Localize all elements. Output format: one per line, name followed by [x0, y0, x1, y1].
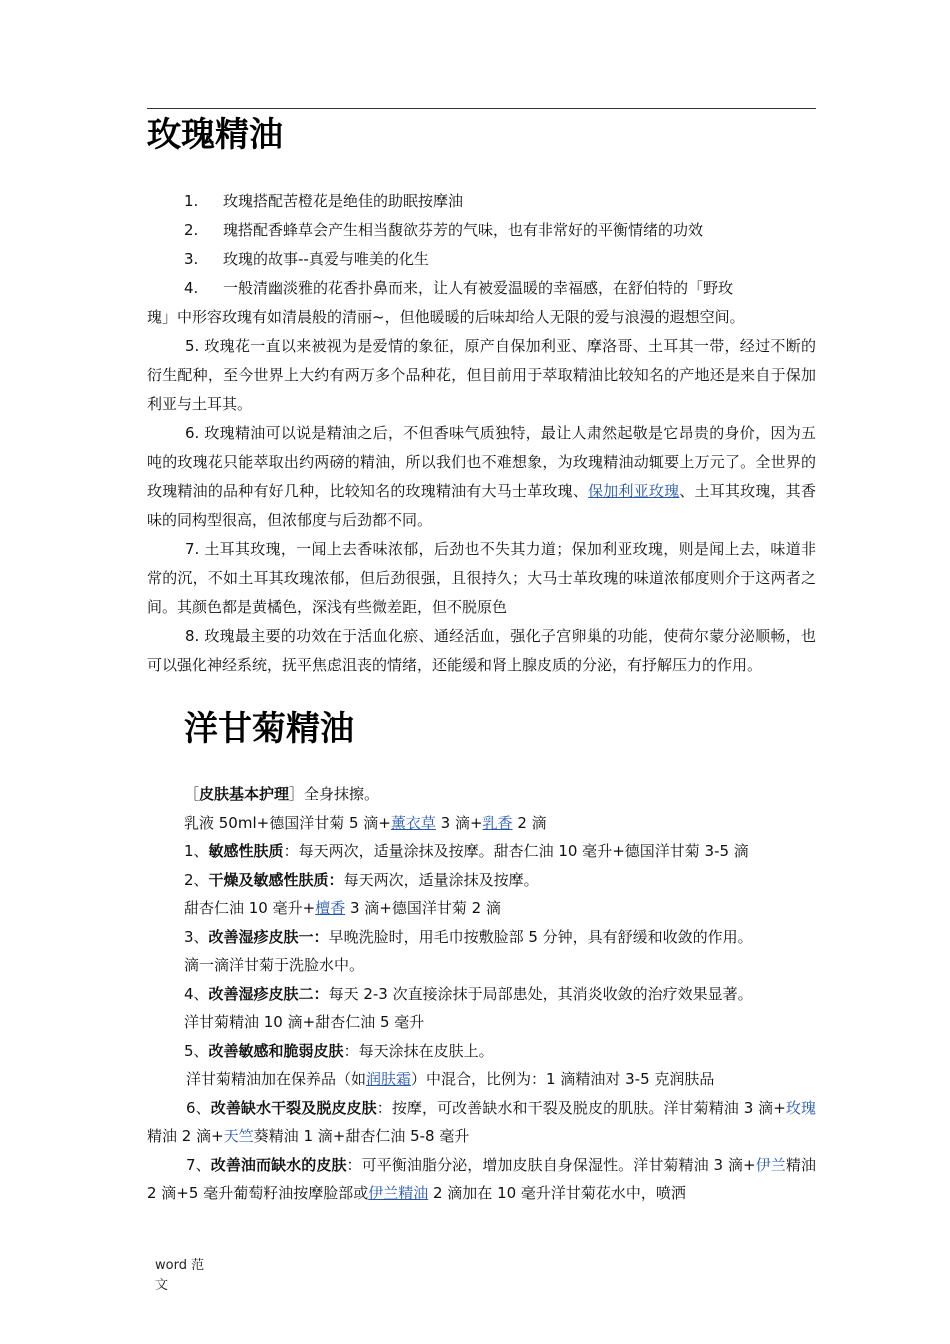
- line-text: ：可平衡油脂分泌，增加皮肤自身保湿性。洋甘菊精油 3 滴+: [346, 1155, 756, 1174]
- frankincense-link[interactable]: 乳香: [482, 813, 513, 832]
- list-number: 1.: [184, 192, 199, 210]
- list-number: 3.: [184, 250, 199, 268]
- paragraph-7: 7. 土耳其玫瑰，一闻上去香味浓郁，后劲也不失其力道；保加利亚玫瑰，则是闻上去，味道非常的沉，不如土耳其玫瑰浓郁，但后劲很强，且很持久；大马士革玫瑰的味道浓郁度则介于这两者之间。其颜色都是黄橘色，深浅有些微差距，但不脱原色: [147, 539, 816, 616]
- list-number: 4.: [184, 279, 199, 297]
- paragraph-8: 8. 玫瑰最主要的功效在于活血化瘀、通经活血，强化子宫卵巢的功能，使荷尔蒙分泌顺畅，也可以强化神经系统，抚平焦虑沮丧的情绪，还能缓和肾上腺皮质的分泌，有抒解压力的作用。: [147, 626, 816, 674]
- rose-oil-section: [147, 187, 816, 680]
- recipe-line: 滴一滴洋甘菊于洗脸水中。: [184, 956, 365, 974]
- chamomile-oil-section: [147, 780, 816, 1208]
- list-item: [147, 245, 816, 274]
- lavender-link[interactable]: 薰衣草: [390, 813, 436, 832]
- ylang-link[interactable]: 伊兰: [755, 1155, 786, 1174]
- recipe-line: 洋甘菊精油 10 滴+甜杏仁油 5 毫升: [184, 1013, 425, 1031]
- line-text: 2 滴加在 10 毫升洋甘菊花水中，喷洒: [428, 1184, 686, 1202]
- item-number: 3、: [184, 927, 209, 946]
- item-fragile-skin: [147, 1037, 816, 1066]
- item-eczema-one: [147, 923, 816, 952]
- heading-chamomile-oil: 洋甘菊精油: [184, 709, 354, 749]
- line-text: 2 滴: [512, 813, 547, 832]
- footer-line: word 范: [155, 1258, 205, 1273]
- line-text: 每天两次，适量涂抹及按摩。: [343, 870, 539, 889]
- header-rule: [147, 108, 816, 109]
- bold-label: 敏感性肤质: [208, 842, 284, 860]
- ylang-oil-link[interactable]: 伊兰精油: [368, 1184, 429, 1202]
- recipe-line: [147, 1065, 816, 1094]
- recipe-line: [147, 894, 816, 923]
- line-text: 葵精油 1 滴+甜杏仁油 5-8 毫升: [253, 1127, 470, 1145]
- bold-label: 皮肤基本护理: [199, 785, 290, 803]
- line-text: ］全身抹擦。: [289, 785, 380, 803]
- item-dry-sensitive-skin: [147, 866, 816, 895]
- item-number: 4、: [184, 984, 209, 1003]
- bold-label: 改善湿疹皮肤二：: [208, 984, 329, 1003]
- item-number: 1、: [184, 842, 209, 860]
- bold-label: 改善缺水干裂及脱皮皮肤: [210, 1098, 377, 1117]
- item-number: 7、: [186, 1155, 211, 1174]
- bold-label: 改善湿疹皮肤一：: [208, 927, 329, 946]
- sandalwood-link[interactable]: 檀香: [315, 899, 346, 917]
- line-text: 甜杏仁油 10 毫升+: [184, 899, 316, 917]
- item-sensitive-skin: [147, 837, 816, 866]
- line-text: ）中混合，比例为：1 滴精油对 3-5 克润肤品: [411, 1070, 715, 1088]
- page-footer: [155, 1256, 204, 1296]
- line-text: ：每天涂抹在皮肤上。: [343, 1041, 494, 1060]
- line-text: 3 滴+: [435, 813, 483, 832]
- list-item: [147, 216, 816, 245]
- paragraph-5: 5. 玫瑰花一直以来被视为是爱情的象征，原产自保加利亚、摩洛哥、土耳其一带，经过不断的衍生配种，至今世界上大约有两万多个品种花，但目前用于萃取精油比较知名的产地还是来自于保加利亚与土耳其。: [147, 336, 816, 413]
- bold-label: 改善敏感和脆弱皮肤: [208, 1041, 344, 1060]
- line-text: 早晚洗脸时，用毛巾按敷脸部 5 分钟，具有舒缓和收敛的作用。: [328, 927, 753, 946]
- list-text: 一般清幽淡雅的花香扑鼻而来，让人有被爱温暖的幸福感，在舒伯特的「野玫: [223, 279, 734, 297]
- list-number: 2.: [184, 221, 199, 239]
- recipe-line: [147, 809, 816, 838]
- skin-care-heading: [147, 780, 816, 809]
- footer-line: 文: [155, 1278, 169, 1293]
- item-number: 2、: [184, 870, 209, 889]
- list-item: [147, 274, 816, 303]
- paragraph-continuation: 瑰」中形容玫瑰有如清晨般的清丽~，但他暖暖的后味却给人无限的爱与浪漫的遐想空间。: [147, 308, 745, 326]
- geranium-link[interactable]: 天竺: [223, 1127, 254, 1145]
- list-item: [147, 187, 816, 216]
- moisturizer-link[interactable]: 润肤霜: [366, 1070, 412, 1088]
- list-text: 瑰搭配香蜂草会产生相当馥欲芬芳的气味，也有非常好的平衡情绪的功效: [223, 221, 704, 239]
- item-oily-dehydrated-skin: [147, 1151, 816, 1208]
- paragraph-text: 、土耳其玫瑰，其香味的同构型很高，但浓郁度与后劲都不同。: [147, 481, 816, 529]
- line-text: 洋甘菊精油加在保养品（如: [186, 1070, 367, 1088]
- list-text: 玫瑰的故事--真爱与唯美的化生: [223, 250, 429, 268]
- item-number: 5、: [184, 1041, 209, 1060]
- line-text: ：按摩，可改善缺水和干裂及脱皮的肌肤。洋甘菊精油 3 滴+: [376, 1098, 786, 1117]
- bold-label: 干燥及敏感性肤质：: [208, 870, 344, 889]
- rose-link[interactable]: 玫瑰: [785, 1098, 816, 1117]
- line-text: 精油 2 滴+5 毫升葡萄籽油按摩脸部或: [147, 1155, 816, 1202]
- bold-label: 改善油而缺水的皮肤: [210, 1155, 347, 1174]
- item-eczema-two: [147, 980, 816, 1009]
- line-text: ：每天两次，适量涂抹及按摩。甜杏仁油 10 毫升+德国洋甘菊 3-5 滴: [283, 842, 749, 860]
- paragraph-6: [147, 419, 816, 535]
- line-text: 每天 2-3 次直接涂抹于局部患处，其消炎收敛的治疗效果显著。: [328, 984, 753, 1003]
- item-number: 6、: [186, 1098, 211, 1117]
- line-text: 3 滴+德国洋甘菊 2 滴: [345, 899, 501, 917]
- line-text: 精油 2 滴+: [147, 1127, 224, 1145]
- bulgarian-rose-link[interactable]: 保加利亚玫瑰: [588, 481, 680, 500]
- paragraph-text: 6. 玫瑰精油可以说是精油之后，不但香味气质独特，最让人肃然起敬是它昂贵的身价，因为五吨的玫瑰花只能萃取出约两磅的精油，所以我们也不难想象，为玫瑰精油动辄要上万元了。全世界的玫瑰精油的品种有好几种，比较知名的玫瑰精油有大马士革玫瑰、: [147, 423, 816, 500]
- list-text: 玫瑰搭配苦橙花是绝佳的助眠按摩油: [223, 192, 464, 210]
- line-text: 乳液 50ml+德国洋甘菊 5 滴+: [184, 813, 391, 832]
- heading-rose-oil: 玫瑰精油: [147, 115, 283, 155]
- bracket-open: ［: [184, 785, 200, 803]
- item-dry-cracked-skin: [147, 1094, 816, 1151]
